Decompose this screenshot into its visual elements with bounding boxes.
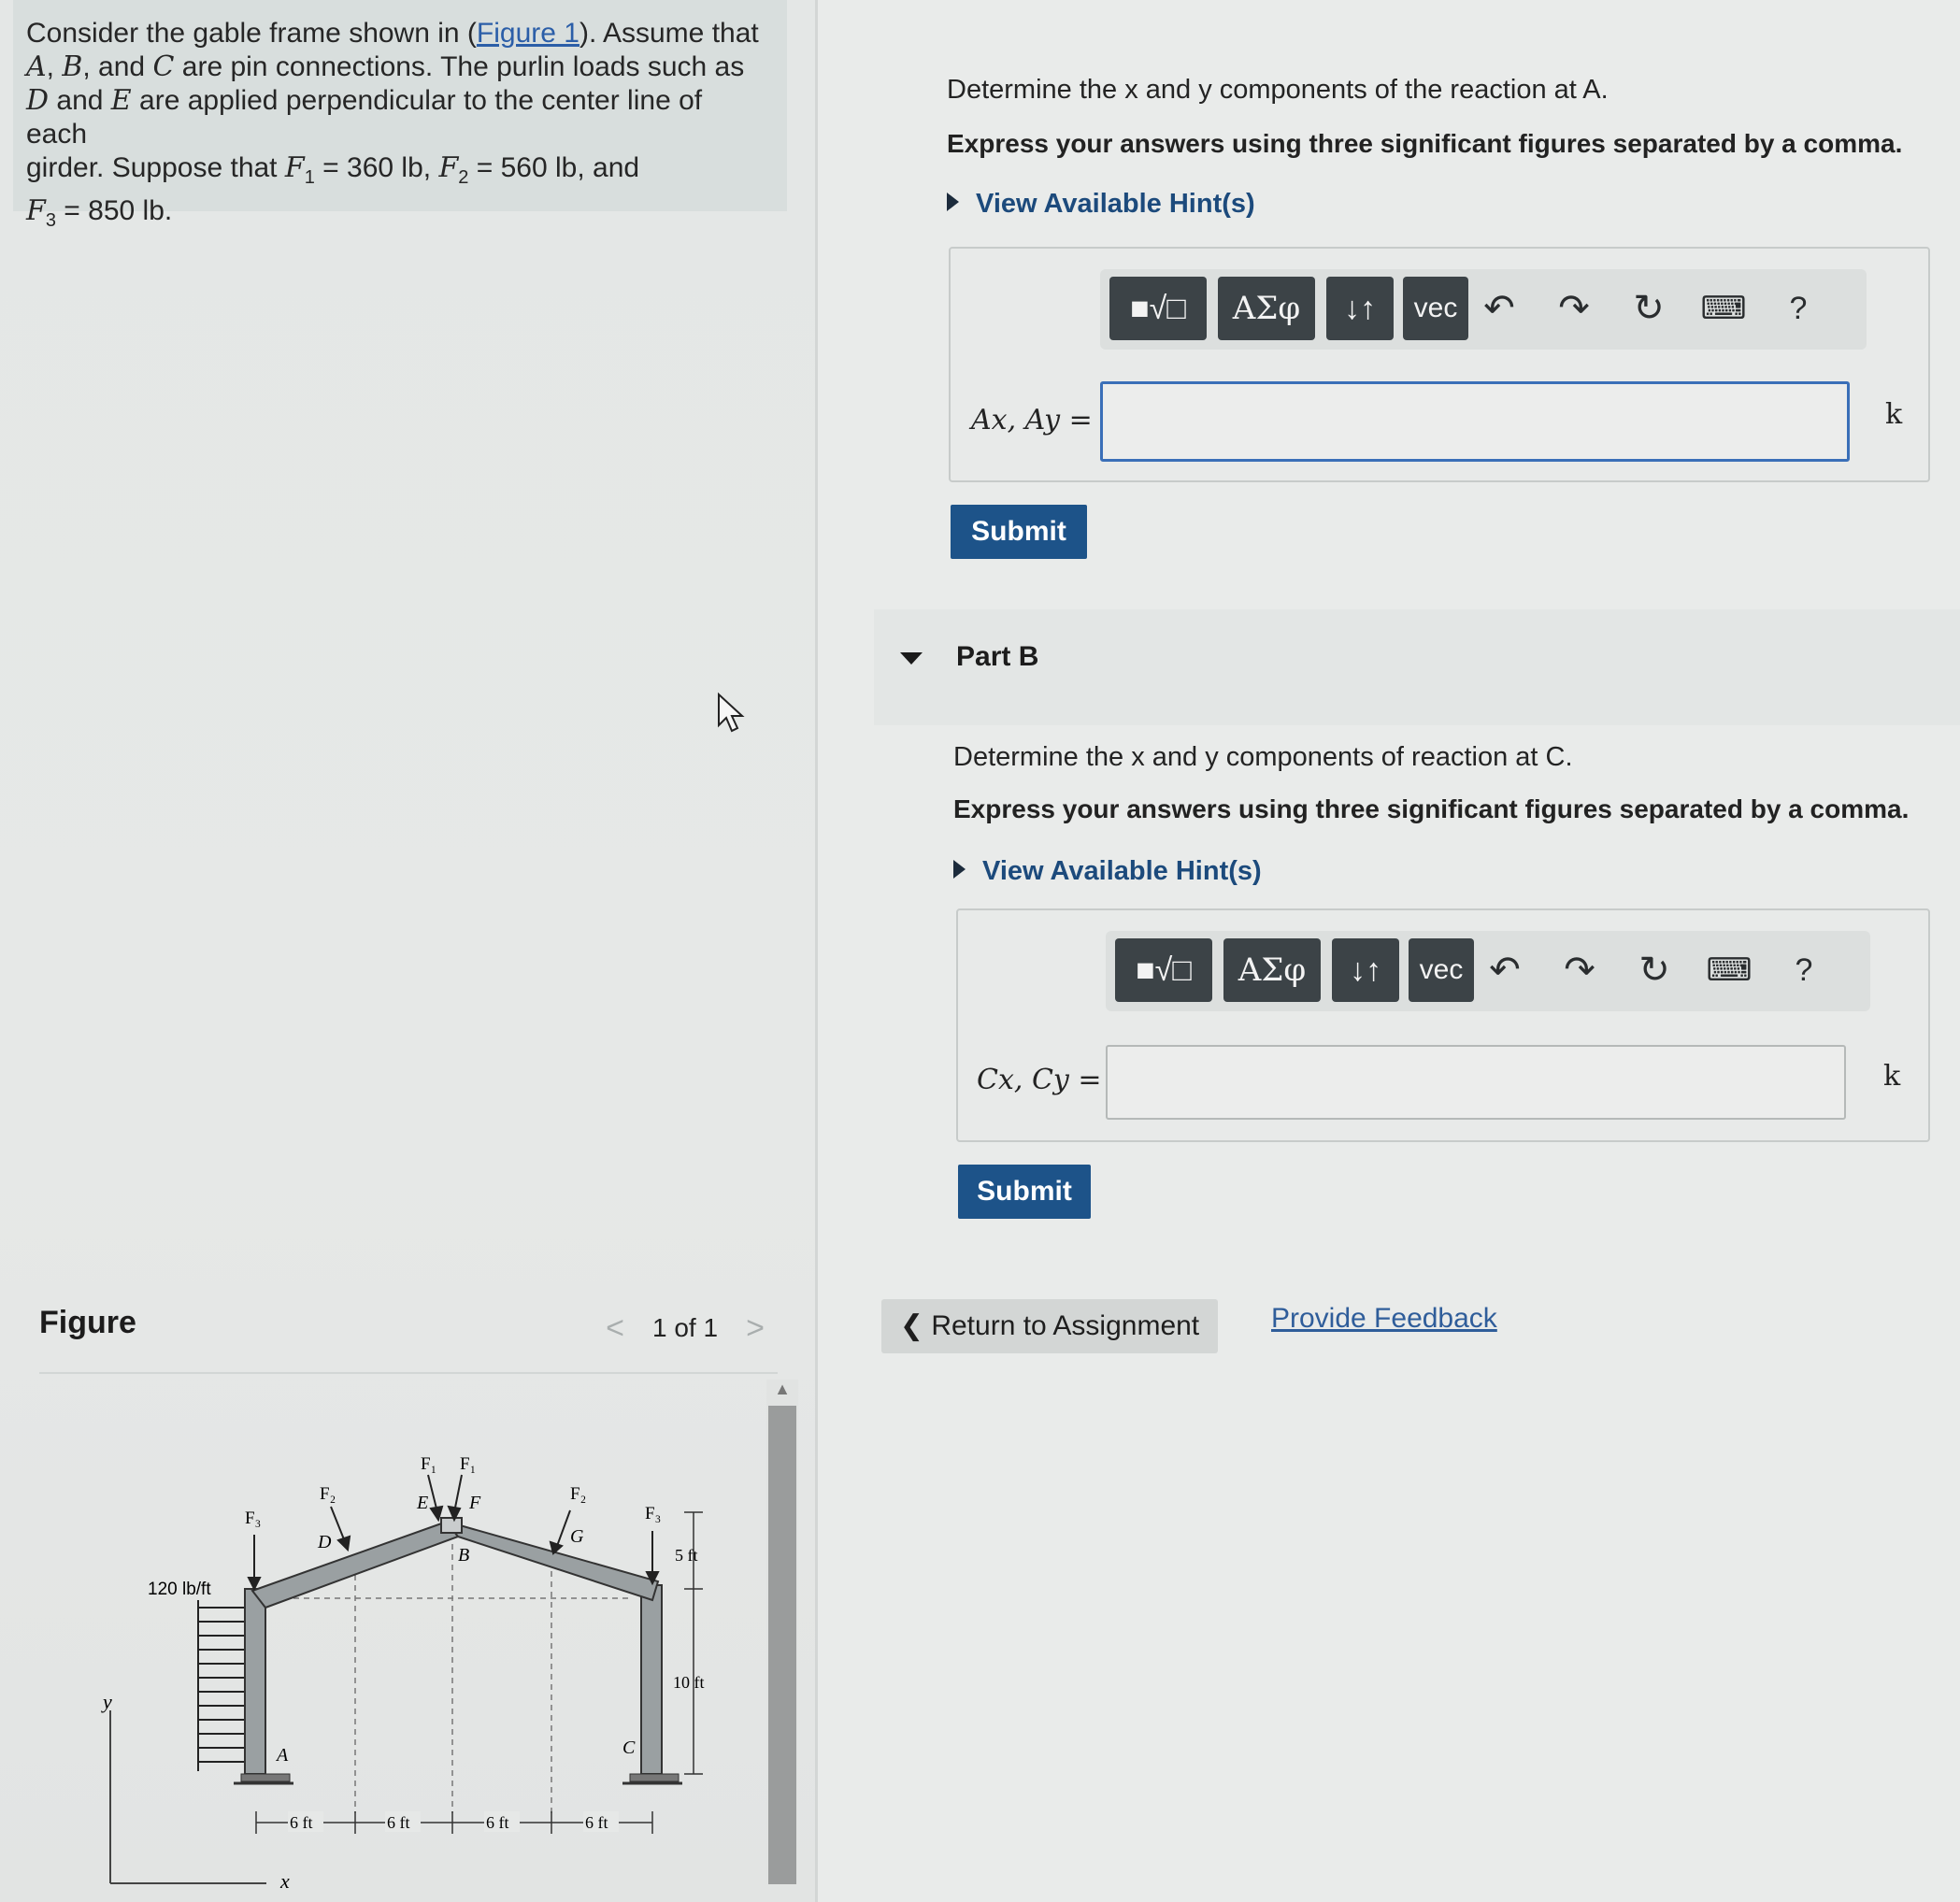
dimension-label: 5 ft bbox=[675, 1546, 698, 1565]
hint-label: View Available Hint(s) bbox=[976, 189, 1255, 219]
part-b-answer-box bbox=[956, 908, 1930, 1142]
problem-text: ). Assume that bbox=[579, 18, 759, 49]
problem-text: = 560 lb, and bbox=[476, 152, 640, 183]
force-label-f3: F₃ bbox=[245, 1509, 262, 1528]
figure-title: Figure bbox=[39, 1305, 136, 1340]
part-b-title: Part B bbox=[956, 641, 1039, 672]
problem-text: are applied perpendicular to the center line of each bbox=[26, 85, 703, 150]
dimension-label: 6 ft bbox=[290, 1813, 313, 1832]
problem-text: = 360 lb, bbox=[322, 152, 432, 183]
point-label-D: D bbox=[318, 1532, 332, 1552]
left-column bbox=[245, 1589, 265, 1774]
vector-button[interactable]: vec bbox=[1409, 938, 1474, 1002]
arrows-button[interactable]: ↓↑ bbox=[1326, 277, 1394, 340]
expand-triangle-icon bbox=[947, 193, 959, 211]
right-column bbox=[641, 1585, 662, 1774]
span-labels bbox=[288, 1811, 619, 1832]
part-b-submit-button[interactable]: Submit bbox=[958, 1165, 1091, 1219]
part-a-submit-button[interactable]: Submit bbox=[951, 505, 1087, 559]
return-to-assignment-button[interactable] bbox=[881, 1299, 1218, 1353]
point-label-F: F bbox=[469, 1493, 481, 1513]
part-a-unit: k bbox=[1885, 398, 1903, 431]
problem-text: Consider the gable frame shown in ( bbox=[26, 18, 477, 49]
force-label-f2: F₂ bbox=[320, 1484, 336, 1504]
part-b-hint-toggle[interactable] bbox=[953, 856, 1262, 887]
help-button[interactable]: ? bbox=[1789, 291, 1808, 326]
redo-icon[interactable]: ↷ bbox=[1558, 288, 1590, 329]
x-axis-label: x bbox=[280, 1869, 290, 1893]
point-label-B: B bbox=[458, 1545, 470, 1566]
scroll-up-arrow-icon[interactable]: ▲ bbox=[774, 1380, 791, 1398]
provide-feedback-link[interactable]: Provide Feedback bbox=[1271, 1303, 1497, 1334]
questions-pane bbox=[818, 0, 1960, 1902]
part-a-instruction: Express your answers using three significant figures separated by a comma. bbox=[947, 129, 1903, 158]
part-b-answer-input[interactable] bbox=[1106, 1045, 1846, 1120]
support-A bbox=[234, 1774, 293, 1783]
templates-button[interactable]: ■√□ bbox=[1109, 277, 1207, 340]
distributed-load-label: 120 lb/ft bbox=[148, 1580, 211, 1599]
part-b-unit: k bbox=[1883, 1060, 1901, 1093]
part-a-hint-toggle[interactable] bbox=[947, 189, 1255, 220]
vector-button[interactable]: vec bbox=[1403, 277, 1468, 340]
help-button[interactable]: ? bbox=[1795, 952, 1813, 988]
pin-B bbox=[441, 1518, 462, 1533]
figure-pager bbox=[598, 1307, 772, 1350]
dimension-label: 6 ft bbox=[486, 1813, 509, 1832]
templates-button[interactable]: ■√□ bbox=[1115, 938, 1212, 1002]
problem-text: are pin connections. The purlin loads such as bbox=[181, 51, 745, 82]
prev-figure-button[interactable]: < bbox=[606, 1310, 624, 1346]
reset-icon[interactable]: ↻ bbox=[1638, 950, 1670, 991]
expand-triangle-icon bbox=[953, 860, 966, 879]
figure-scrollbar-thumb[interactable] bbox=[768, 1406, 796, 1884]
right-girder bbox=[447, 1522, 658, 1600]
force-label-f1: F₁ bbox=[460, 1454, 477, 1474]
problem-text: girder. Suppose that bbox=[26, 152, 278, 183]
hint-label: View Available Hint(s) bbox=[982, 856, 1262, 886]
point-label-A: A bbox=[277, 1745, 289, 1766]
support-C bbox=[622, 1774, 682, 1783]
keyboard-icon[interactable]: ⌨ bbox=[1706, 952, 1753, 988]
figure-divider bbox=[39, 1372, 778, 1374]
point-label-C: C bbox=[622, 1738, 636, 1758]
chevron-left-icon: ❮ bbox=[899, 1310, 923, 1341]
reset-icon[interactable]: ↻ bbox=[1633, 288, 1665, 329]
part-a-question: Determine the x and y components of the reaction at A. bbox=[947, 75, 1609, 105]
force-label-f2: F₂ bbox=[570, 1484, 587, 1504]
collapse-triangle-icon[interactable] bbox=[900, 652, 923, 665]
part-b-answer-label: Cx, Cy = bbox=[977, 1064, 1102, 1096]
greek-symbols-button[interactable]: ΑΣφ bbox=[1218, 277, 1315, 340]
gable-frame-figure bbox=[93, 1421, 729, 1897]
y-axis-label: y bbox=[103, 1690, 112, 1713]
part-a-answer-label: Ax, Ay = bbox=[971, 404, 1093, 436]
undo-icon[interactable]: ↶ bbox=[1489, 950, 1521, 991]
return-label: Return to Assignment bbox=[931, 1310, 1200, 1341]
problem-pane bbox=[0, 0, 815, 1902]
part-a-answer-box bbox=[949, 247, 1930, 482]
point-label-E: E bbox=[417, 1493, 429, 1513]
dimension-label: 6 ft bbox=[387, 1813, 410, 1832]
distributed-load-arrows bbox=[198, 1600, 245, 1771]
math-toolbar bbox=[1106, 931, 1870, 1011]
dimension-label: 6 ft bbox=[585, 1813, 608, 1832]
problem-text: = 850 lb. bbox=[64, 195, 173, 226]
mouse-cursor-icon bbox=[716, 692, 748, 735]
problem-statement: Consider the gable frame shown in (Figure 1). Assume that A, B, and C are pin connections. The purlin loads such as D and E are applied perpendicular to the center line of each girder. Suppose that $F_1 = 360$ lb, $F_2 = 560$ lb, and $F_3 = 850$ lb. bbox=[26, 18, 759, 231]
point-label-G: G bbox=[570, 1526, 584, 1547]
math-toolbar bbox=[1100, 269, 1867, 350]
undo-icon[interactable]: ↶ bbox=[1483, 288, 1515, 329]
redo-icon[interactable]: ↷ bbox=[1564, 950, 1595, 991]
keyboard-icon[interactable]: ⌨ bbox=[1700, 291, 1747, 326]
force-label-f1: F₁ bbox=[421, 1454, 437, 1474]
part-b-question: Determine the x and y components of reaction at C. bbox=[953, 742, 1573, 772]
figure-link[interactable]: Figure 1 bbox=[476, 18, 579, 49]
part-a-answer-input[interactable] bbox=[1100, 381, 1850, 462]
next-figure-button[interactable]: > bbox=[746, 1310, 765, 1346]
figure-page-count: 1 of 1 bbox=[652, 1313, 719, 1342]
part-b-instruction: Express your answers using three significant figures separated by a comma. bbox=[953, 794, 1910, 823]
left-girder bbox=[252, 1522, 458, 1608]
greek-symbols-button[interactable]: ΑΣφ bbox=[1223, 938, 1321, 1002]
dimension-label: 10 ft bbox=[673, 1673, 705, 1692]
arrows-button[interactable]: ↓↑ bbox=[1332, 938, 1399, 1002]
force-label-f3: F₃ bbox=[645, 1504, 662, 1523]
